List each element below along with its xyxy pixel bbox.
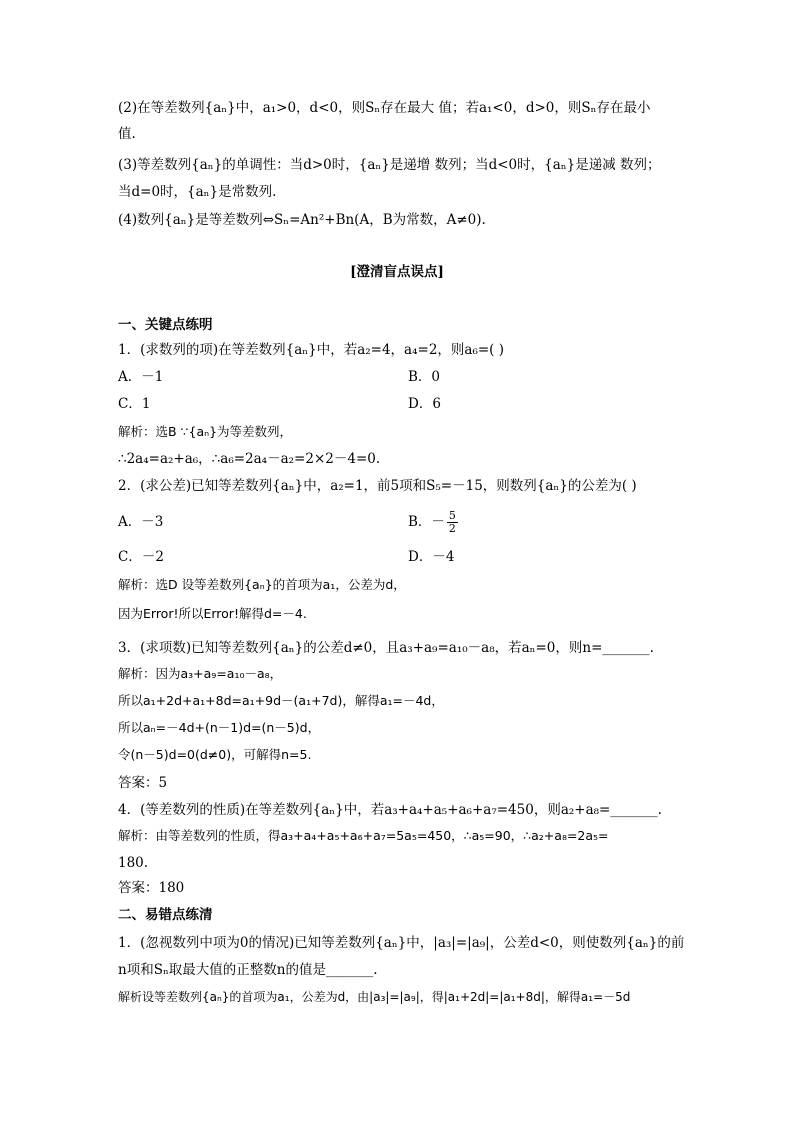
option-c: C．－2 bbox=[118, 549, 164, 565]
option-d: D．6 bbox=[408, 396, 441, 412]
option-b-prefix: B．－ bbox=[408, 514, 445, 530]
solution-line: 解析：由等差数列的性质，得a₃+a₄+a₅+a₆+a₇=5a₅=450，∴a₅=90，∴a₂+a₈=2a₅= bbox=[118, 828, 609, 843]
option-b bbox=[408, 505, 458, 539]
error-question-1: 1．(忽视数列中项为0的情况)已知等差数列{aₙ}中，|a₃|=|a₉|，公差d<0，则使数列{aₙ}的前 bbox=[118, 935, 685, 951]
answer: 答案：5 bbox=[118, 775, 168, 791]
text-line: (3)等差数列{aₙ}的单调性：当d>0时，{aₙ}是递增 数列；当d<0时，{aₙ}是递减 数列； bbox=[118, 157, 661, 173]
option-a: A．－1 bbox=[118, 369, 164, 385]
solution-line: 所以aₙ=－4d+(n－1)d=(n－5)d， bbox=[118, 720, 321, 735]
solution-line: 解析设等差数列{aₙ}的首项为a₁，公差为d，由|a₃|=|a₉|，得|a₁+2d|=|a₁+8d|，解得a₁=－5d bbox=[118, 990, 631, 1004]
question-3: 3．(求项数)已知等差数列{aₙ}的公差d≠0，且a₃+a₉=a₁₀－a₈，若aₙ=0，则n=_______. bbox=[118, 640, 654, 656]
error-question-1-cont: n项和Sₙ取最大值的正整数n的值是_______. bbox=[118, 962, 378, 978]
question-1: 1．(求数列的项)在等差数列{aₙ}中，若a₂=4，a₄=2，则a₆=( ) bbox=[118, 342, 505, 358]
question-4: 4．(等差数列的性质)在等差数列{aₙ}中，若a₃+a₄+a₅+a₆+a₇=450，则a₂+a₈=_______. bbox=[118, 802, 662, 818]
part-heading: 一、关键点练明 bbox=[118, 317, 213, 333]
solution-line: 令(n－5)d=0(d≠0)，可解得n=5. bbox=[118, 747, 312, 762]
solution-line: 因为Error!所以Error!解得d=－4. bbox=[118, 606, 307, 621]
fraction-numerator: 5 bbox=[448, 509, 456, 522]
solution-line: 解析：因为a₃+a₉=a₁₀－a₈， bbox=[118, 666, 283, 681]
section-title: [澄清盲点误点] bbox=[350, 264, 444, 280]
text-line: (2)在等差数列{aₙ}中，a₁>0，d<0，则Sₙ存在最大 值；若a₁<0，d>0，则Sₙ存在最小 bbox=[118, 100, 651, 116]
solution-line: 解析：选B ∵{aₙ}为等差数列， bbox=[118, 424, 293, 439]
part-heading: 二、易错点练清 bbox=[118, 907, 213, 923]
solution-line: 解析：选D 设等差数列{aₙ}的首项为a₁，公差为d， bbox=[118, 577, 406, 592]
option-a: A．－3 bbox=[118, 514, 164, 530]
option-b: B．0 bbox=[408, 369, 441, 385]
solution-line: ∴2a₄=a₂+a₆，∴a₆=2a₄－a₂=2×2－4=0. bbox=[118, 451, 381, 467]
text-line: 当d=0时，{aₙ}是常数列. bbox=[118, 184, 277, 200]
question-2: 2．(求公差)已知等差数列{aₙ}中，a₂=1，前5项和S₅=－15，则数列{aₙ}的公差为( ) bbox=[118, 478, 637, 494]
text-line: 值. bbox=[118, 126, 136, 142]
answer: 答案：180 bbox=[118, 880, 185, 896]
solution-line: 所以a₁+2d+a₁+8d=a₁+9d－(a₁+7d)，解得a₁=－4d， bbox=[118, 693, 444, 708]
option-c: C．1 bbox=[118, 396, 151, 412]
solution-line: 180. bbox=[118, 855, 149, 871]
option-d: D．－4 bbox=[408, 549, 455, 565]
text-line: (4)数列{aₙ}是等差数列⇔Sₙ=An²+Bn(A，B为常数，A≠0). bbox=[118, 212, 486, 228]
fraction-denominator: 2 bbox=[448, 522, 456, 535]
fraction bbox=[447, 510, 458, 535]
